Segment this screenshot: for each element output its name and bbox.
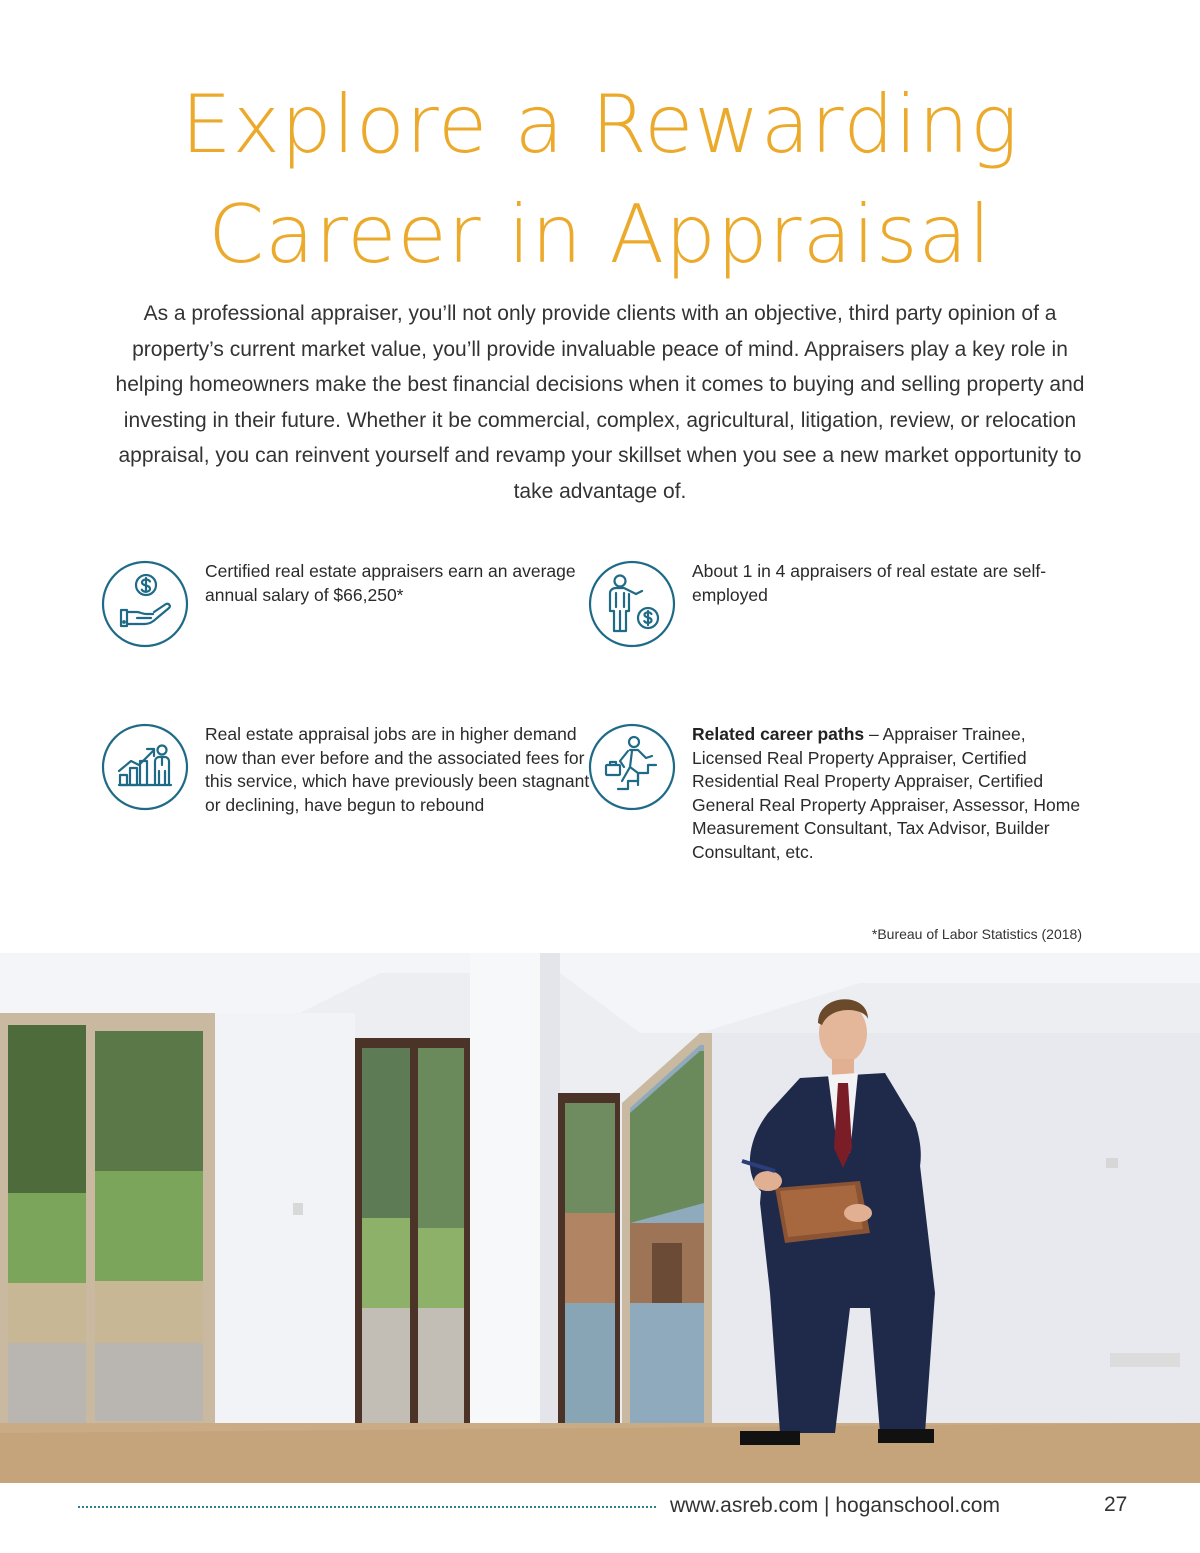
title-line-2: Career in Appraisal <box>208 188 992 281</box>
feature-salary-text: Certified real estate appraisers earn an average annual salary of $66,250* <box>205 561 576 605</box>
feature-demand-text: Real estate appraisal jobs are in higher demand now than ever before and the associated fees for this service, which have previously been stagnant or declining, have begun to rebound <box>205 724 590 815</box>
page-title <box>0 70 1200 290</box>
footnote: *Bureau of Labor Statistics (2018) <box>871 926 1082 942</box>
person-dollar-icon <box>588 560 676 648</box>
footer-website[interactable]: www.asreb.com | hoganschool.com <box>670 1494 1000 1517</box>
appraiser-photo <box>0 953 1200 1483</box>
growth-chart-person-icon <box>101 723 189 811</box>
career-paths-label: Related career paths <box>692 724 865 744</box>
feature-career-paths-text <box>692 723 1092 864</box>
page-number: 27 <box>1104 1493 1128 1516</box>
feature-self-employed-text: About 1 in 4 appraisers of real estate are self-employed <box>692 561 1047 605</box>
career-paths-list: – Appraiser Trainee, Licensed Real Property Appraiser, Certified Residential Real Property Appraiser, Certified General Real Property Appraiser, Assessor, Home Measurement Consultant, Tax Advisor, Builder Consultant, etc. <box>692 724 1081 862</box>
intro-paragraph: As a professional appraiser, you’ll not only provide clients with an objective, third party opinion of a property’s current market value, you’ll provide invaluable peace of mind. Appraisers play a key role in helping homeowners make the best financial decisions when it comes to buying and selling property and investing in their future. Whether it be commercial, complex, agricultural, litigation, review, or relocation appraisal, you can reinvent yourself and revamp your skillset when you see a new market opportunity to take advantage of. <box>115 302 1085 503</box>
footer-divider <box>78 1506 656 1508</box>
hand-dollar-icon <box>101 560 189 648</box>
title-line-1: Explore a Rewarding <box>181 78 1019 171</box>
businessman-stairs-icon <box>588 723 676 811</box>
